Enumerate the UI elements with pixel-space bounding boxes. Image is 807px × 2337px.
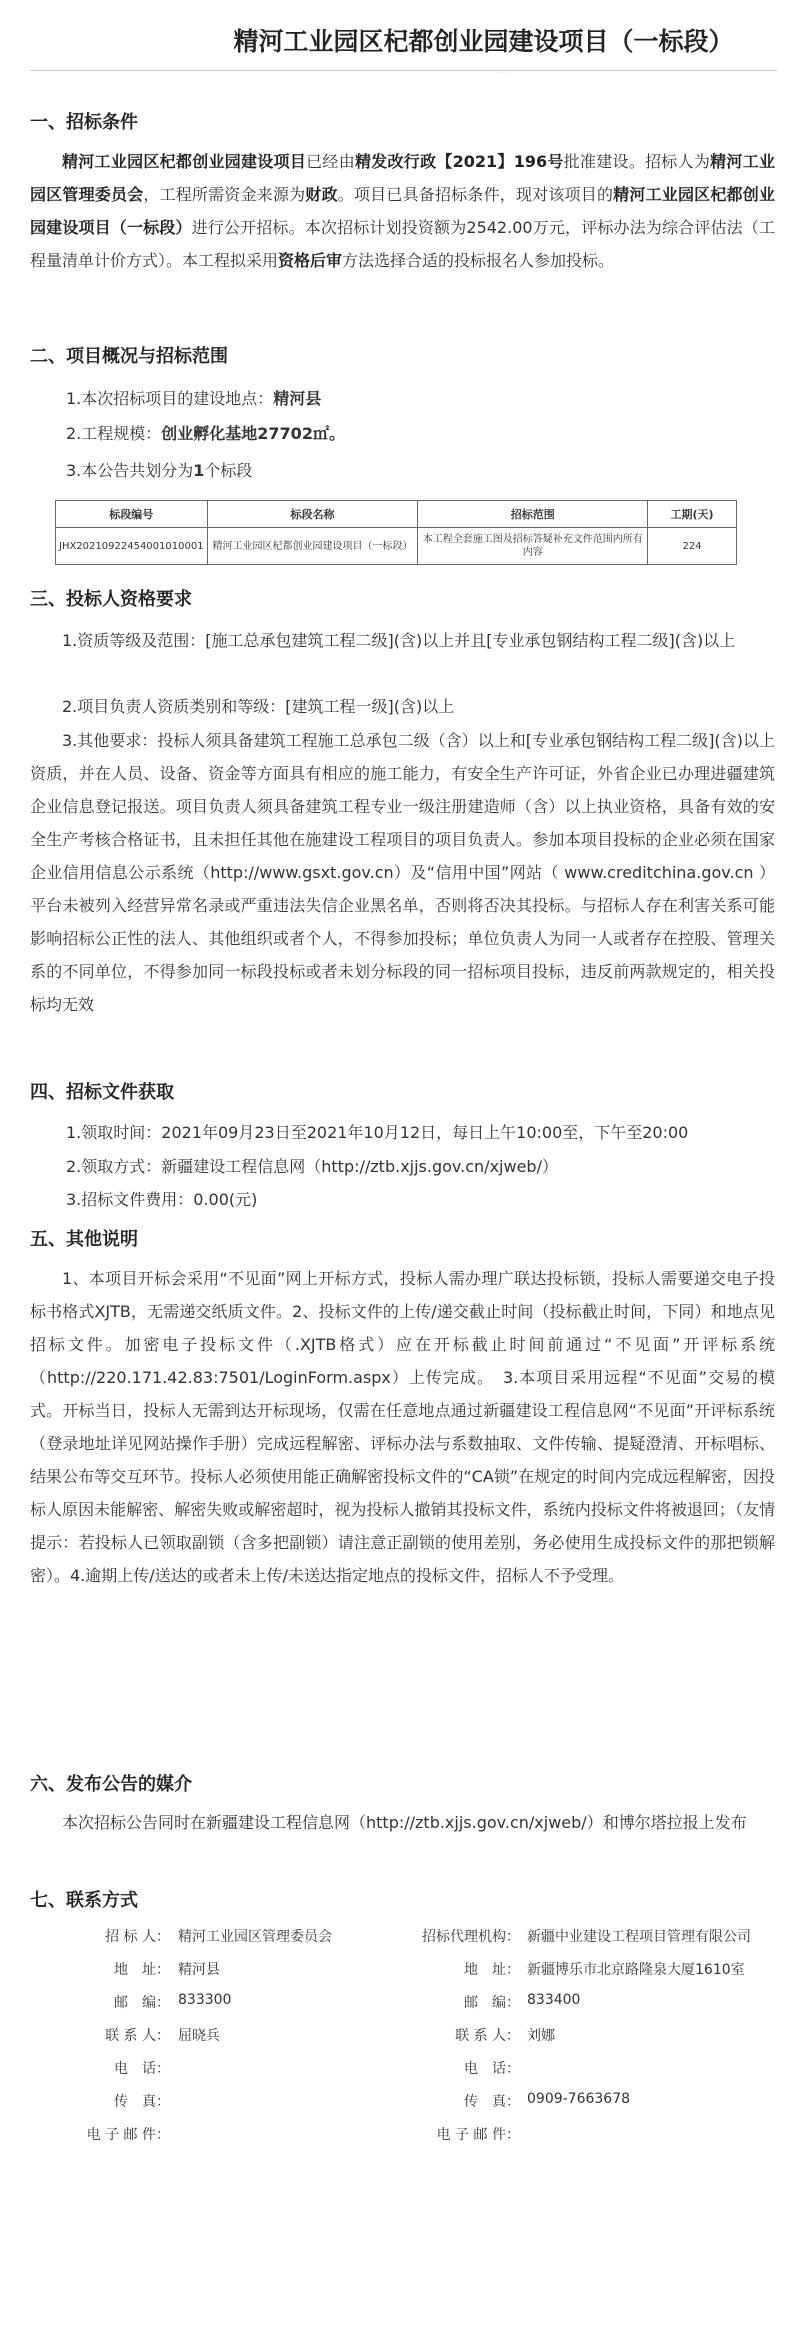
table-cell-name: 精河工业园区杞都创业园建设项目（一标段） [207,528,418,565]
page-title: 精河工业园区杞都创业园建设项目（一标段） [233,27,734,56]
highlighted-text: 财政 [305,185,338,204]
section-heading-7: 七、联系方式 [30,1890,138,1911]
paragraph-text: 进行公开招标。本次招标计划投资额为2542.00万元，评标办法为综合评估法（工程量清单计价方式）。本工程拟采用 [30,218,775,270]
table-row [56,528,737,565]
contact-left-label: 电 话： [114,2061,170,2077]
contact-left-value: 精河工业园区管理委员会 [178,1929,332,1945]
contact-right-label: 邮 编： [464,1995,520,2011]
contact-right-label: 地 址： [464,1962,520,1978]
table-header-cell: 工期(天) [648,501,737,528]
section-heading-3: 三、投标人资格要求 [30,589,192,610]
contact-left-label: 地 址： [114,1962,170,1978]
paragraph-text: 。项目已具备招标条件，现对该项目的 [337,185,614,204]
section-heading-4: 四、招标文件获取 [30,1082,174,1103]
contact-left-label: 邮 编： [114,1995,170,2011]
table-cell-duration: 224 [648,528,737,565]
scope-item-scale-label: 2.工程规模： [66,424,162,443]
bid-section-table [55,500,737,565]
highlighted-text: 精发改行政【2021】196号 [354,152,564,171]
highlighted-text: 精河工业园区杞都创业园建设项目（一标段） [30,185,775,237]
contact-right-value: 新疆博乐市北京路隆泉大厦1610室 [527,1962,745,1978]
title-divider [30,70,777,71]
section-heading-1: 一、招标条件 [30,112,138,133]
contact-left-value: 833300 [178,1992,232,2008]
paragraph-text: 方法选择合适的投标报名人参加投标。 [342,251,615,270]
highlighted-text: 精河工业园区管理委员会 [30,152,775,204]
document-item-time: 1.领取时间：2021年09月23日至2021年10月12日，每日上午10:00至，下午至20:00 [66,1123,689,1142]
contact-left-label: 传 真： [114,2094,170,2110]
contact-right-label: 电 子 邮 件： [436,2127,520,2143]
other-notes-paragraph: 1、本项目开标会采用“不见面”网上开标方式，投标人需办理广联达投标锁，投标人需要递交电子投标书格式XJTB，无需递交纸质文件。2、投标文件的上传/递交截止时间（投标截止时间，下同）和地点见招标文件。加密电子投标文件（.XJTB格式）应在开标截止时间前通过“不见面”开评标系统（http://220.171.42.83:7501/LoginForm.aspx）上传完成。 3.本项目采用远程“不见面”交易的模式。开标当日，投标人无需到达开标现场，仅需在任意地点通过新疆建设工程信息网“不见面”开评标系统（登录地址详见网站操作手册）完成远程解密、评标办法与系数抽取、文件传输、提疑澄清、开标唱标、结果公布等交互环节。投标人必须使用能正确解密投标文件的“CA锁”在规定的时间内完成远程解密，因投标人原因未能解密、解密失败或解密超时，视为投标人撤销其投标文件，系统内投标文件将被退回；（友情提示：若投标人已领取副锁（含多把副锁）请注意正副锁的使用差别，务必使用生成投标文件的那把锁解密）。4.逾期上传/送达的或者未上传/未送达指定地点的投标文件，招标人不予受理。 [30,1269,775,1585]
scope-item-sections-count: 1 [193,461,205,480]
contact-right-label: 联 系 人： [455,2028,520,2044]
table-cell-code: JHX20210922454001010001 [56,528,208,565]
contact-right-value: 新疆中业建设工程项目管理有限公司 [527,1929,751,1945]
qualification-item-1: 1.资质等级及范围：[施工总承包建筑工程二级](含)以上并且[专业承包钢结构工程二级](含)以上 [62,631,736,650]
section-1-paragraph [30,145,775,277]
contact-left-label: 联 系 人： [105,2028,170,2044]
scope-item-location [66,382,321,415]
contact-left-value: 精河县 [178,1962,220,1978]
contact-right-value: 刘娜 [527,2028,555,2044]
contact-left-value: 屈晓兵 [178,2028,220,2044]
scope-item-location-value: 精河县 [273,389,322,408]
scope-item-scale [66,417,345,450]
table-header-cell: 标段编号 [56,501,208,528]
contact-left-label: 招 标 人： [105,1929,170,1945]
scope-item-sections-suffix: 个标段 [204,461,253,480]
table-header-cell: 招标范围 [418,501,648,528]
highlighted-text: 资格后审 [278,251,343,270]
highlighted-text: 精河工业园区杞都创业园建设项目 [62,152,307,171]
contact-right-value: 833400 [527,1992,581,2008]
scope-item-sections [66,454,252,487]
media-paragraph: 本次招标公告同时在新疆建设工程信息网（http://ztb.xjjs.gov.cn/xjweb/）和博尔塔拉报上发布 [62,1813,747,1832]
section-heading-2: 二、项目概况与招标范围 [30,346,228,367]
paragraph-text: ，工程所需资金来源为 [143,185,306,204]
contact-right-value: 0909-7663678 [527,2091,631,2107]
paragraph-text: 已经由 [306,152,355,171]
table-header-cell: 标段名称 [207,501,418,528]
contact-left-label: 电 子 邮 件： [86,2127,170,2143]
divider-mark: · · · [498,70,508,77]
contact-right-label: 传 真： [464,2094,520,2110]
qualification-item-3: 3.其他要求：投标人须具备建筑工程施工总承包二级（含）以上和[专业承包钢结构工程二级](含)以上资质，并在人员、设备、资金等方面具有相应的施工能力，有安全生产许可证，外省企业已办理进疆建筑企业信息登记报送。项目负责人须具备建筑工程专业一级注册建造师（含）以上执业资格，具备有效的安全生产考核合格证书，且未担任其他在施建设工程项目的项目负责人。参加本项目投标的企业必须在国家企业信用信息公示系统（http://www.gsxt.gov.cn）及“信用中国”网站（ www.creditchina.gov.cn ）平台未被列入经营异常名录或严重违法失信企业黑名单，否则将否决其投标。与招标人存在利害关系可能影响招标公正性的法人、其他组织或者个人，不得参加投标；单位负责人为同一人或者存在控股、管理关系的不同单位，不得参加同一标段投标或者未划分标段的同一招标项目投标，违反前两款规定的，相关投标均无效 [30,731,775,1014]
contact-right-label: 电 话： [464,2061,520,2077]
qualification-item-2: 2.项目负责人资质类别和等级：[建筑工程一级](含)以上 [62,697,455,716]
contact-right-label: 招标代理机构： [422,1929,520,1945]
document-item-fee: 3.招标文件费用：0.00(元) [66,1190,258,1209]
paragraph-text: 批准建设。招标人为 [563,152,711,171]
scope-item-location-label: 1.本次招标项目的建设地点： [66,389,274,408]
section-heading-5: 五、其他说明 [30,1229,138,1250]
table-header-row [56,501,737,528]
scope-item-scale-value: 创业孵化基地27702㎡。 [161,424,345,443]
section-heading-6: 六、发布公告的媒介 [30,1774,192,1795]
document-item-method: 2.领取方式：新疆建设工程信息网（http://ztb.xjjs.gov.cn/xjweb/） [66,1157,558,1176]
scope-item-sections-label: 3.本公告共划分为 [66,461,194,480]
table-cell-scope: 本工程全套施工图及招标答疑补充文件范围内所有内容 [418,528,648,565]
